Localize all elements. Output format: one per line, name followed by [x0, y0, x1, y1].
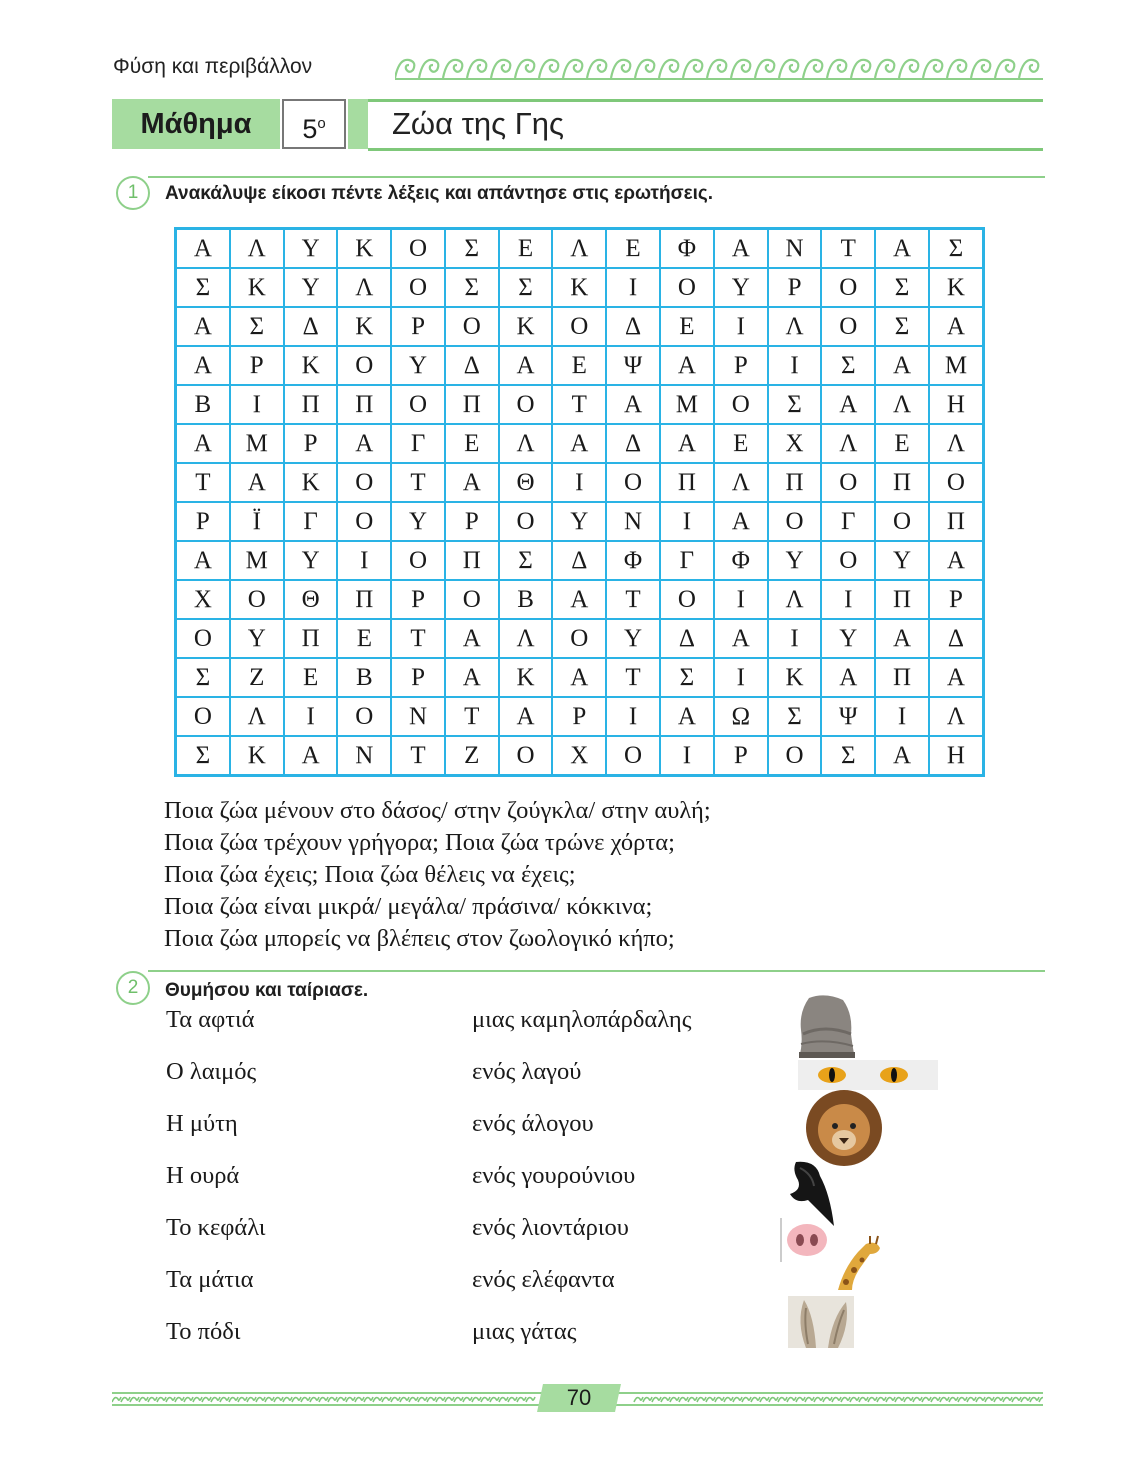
grid-cell: Ψ	[606, 346, 660, 385]
grid-cell: Ε	[337, 619, 391, 658]
grid-cell: Ν	[606, 502, 660, 541]
grid-cell: Π	[337, 385, 391, 424]
question-line: Ποια ζώα τρέχουν γρήγορα; Ποια ζώα τρώνε χόρτα;	[164, 829, 675, 856]
grid-cell: Α	[176, 541, 230, 580]
grid-cell: Ρ	[552, 697, 606, 736]
grid-cell: Τ	[391, 463, 445, 502]
grid-cell: Ρ	[230, 346, 284, 385]
grid-cell: Λ	[768, 307, 822, 346]
grid-cell: Ο	[499, 502, 553, 541]
grid-cell: Δ	[606, 307, 660, 346]
grid-cell: Β	[176, 385, 230, 424]
grid-cell: Π	[929, 502, 984, 541]
question-line: Ποια ζώα μένουν στο δάσος/ στην ζούγκλα/ στην αυλή;	[164, 797, 711, 824]
grid-row	[176, 736, 984, 776]
grid-cell: Ο	[660, 268, 714, 307]
match-right-item: ενός γουρούνιου	[472, 1162, 636, 1189]
grid-cell: Α	[176, 346, 230, 385]
grid-cell: Α	[552, 580, 606, 619]
grid-cell: Κ	[768, 658, 822, 697]
grid-cell: Ο	[821, 268, 875, 307]
grid-cell: Λ	[337, 268, 391, 307]
grid-cell: Α	[875, 229, 929, 269]
grid-cell: Γ	[284, 502, 338, 541]
grid-cell: Α	[606, 385, 660, 424]
grid-cell: Υ	[821, 619, 875, 658]
grid-cell: Ο	[929, 463, 984, 502]
grid-row	[176, 697, 984, 736]
grid-cell: Δ	[929, 619, 984, 658]
exercise-number-badge: 2	[116, 971, 150, 1005]
grid-cell: Ι	[768, 346, 822, 385]
grid-cell: Ο	[499, 385, 553, 424]
grid-cell: Τ	[445, 697, 499, 736]
grid-cell: Φ	[660, 229, 714, 269]
match-right-item: ενός λιοντάριου	[472, 1214, 629, 1241]
grid-cell: Ϊ	[230, 502, 284, 541]
grid-cell: Ο	[821, 463, 875, 502]
grid-cell: Ο	[821, 307, 875, 346]
grid-cell: Ι	[337, 541, 391, 580]
match-right-item: ενός άλογου	[472, 1110, 594, 1137]
grid-cell: Σ	[176, 268, 230, 307]
grid-cell: Α	[660, 697, 714, 736]
grid-cell: Α	[499, 346, 553, 385]
grid-cell: Ο	[337, 346, 391, 385]
match-left-item: Το πόδι	[166, 1318, 241, 1345]
grid-cell: Δ	[445, 346, 499, 385]
grid-cell: Υ	[230, 619, 284, 658]
grid-cell: Ι	[714, 580, 768, 619]
grid-cell: Ν	[337, 736, 391, 776]
grid-cell: Ο	[391, 229, 445, 269]
grid-cell: Ο	[660, 580, 714, 619]
grid-cell: Π	[875, 658, 929, 697]
grid-cell: Α	[929, 658, 984, 697]
grid-cell: Λ	[230, 697, 284, 736]
section-divider	[148, 970, 1045, 972]
match-left-item: Ο λαιμός	[166, 1058, 257, 1085]
grid-cell: Ρ	[445, 502, 499, 541]
grid-cell: Ο	[606, 736, 660, 776]
grid-cell: Γ	[821, 502, 875, 541]
grid-cell: Α	[552, 424, 606, 463]
grid-cell: Τ	[552, 385, 606, 424]
grid-cell: Π	[445, 541, 499, 580]
grid-cell: Υ	[768, 541, 822, 580]
grid-cell: Ι	[821, 580, 875, 619]
grid-cell: Λ	[821, 424, 875, 463]
question-list	[164, 795, 711, 955]
grid-row	[176, 580, 984, 619]
grid-cell: Ρ	[391, 307, 445, 346]
grid-cell: Ρ	[176, 502, 230, 541]
grid-cell: Σ	[445, 229, 499, 269]
grid-cell: Ι	[552, 463, 606, 502]
grid-cell: Λ	[552, 229, 606, 269]
subject-title: Φύση και περιβάλλον	[113, 55, 313, 78]
grid-cell: Β	[499, 580, 553, 619]
match-right-item: ενός λαγού	[472, 1058, 582, 1085]
grid-cell: Γ	[660, 541, 714, 580]
grid-cell: Η	[929, 736, 984, 776]
grid-cell: Χ	[768, 424, 822, 463]
grid-row	[176, 229, 984, 269]
grid-row	[176, 658, 984, 697]
match-left-item: Τα μάτια	[166, 1266, 254, 1293]
grid-cell: Λ	[499, 619, 553, 658]
grid-cell: Ο	[391, 385, 445, 424]
grid-cell: Ο	[176, 619, 230, 658]
grid-row	[176, 346, 984, 385]
grid-cell: Α	[821, 658, 875, 697]
question-line: Ποια ζώα έχεις; Ποια ζώα θέλεις να έχεις;	[164, 861, 576, 888]
grid-cell: Π	[875, 580, 929, 619]
grid-cell: Φ	[714, 541, 768, 580]
grid-cell: Ι	[230, 385, 284, 424]
match-left-item: Το κεφάλι	[166, 1214, 266, 1241]
grid-cell: Σ	[230, 307, 284, 346]
grid-cell: Λ	[499, 424, 553, 463]
cat-eyes-image	[798, 1060, 938, 1090]
pig-snout-image	[780, 1218, 832, 1262]
grid-cell: Α	[499, 697, 553, 736]
grid-cell: Ζ	[445, 736, 499, 776]
grid-cell: Σ	[875, 307, 929, 346]
grid-cell: Ε	[714, 424, 768, 463]
grid-cell: Β	[337, 658, 391, 697]
grid-row	[176, 268, 984, 307]
grid-cell: Τ	[606, 658, 660, 697]
grid-cell: Ο	[391, 541, 445, 580]
grid-cell: Π	[875, 463, 929, 502]
question-line: Ποια ζώα είναι μικρά/ μεγάλα/ πράσινα/ κόκκινα;	[164, 893, 653, 920]
grid-cell: Ι	[714, 307, 768, 346]
match-left-item: Τα αφτιά	[166, 1006, 255, 1033]
grid-cell: Ι	[660, 502, 714, 541]
giraffe-neck-image	[832, 1234, 884, 1290]
grid-cell: Λ	[714, 463, 768, 502]
grid-cell: Ι	[875, 697, 929, 736]
grid-cell: Κ	[337, 307, 391, 346]
grid-cell: Λ	[768, 580, 822, 619]
hare-ears-image	[788, 1296, 854, 1348]
grid-row	[176, 307, 984, 346]
grid-row	[176, 502, 984, 541]
page-number: 70	[566, 1385, 592, 1410]
grid-cell: Ρ	[284, 424, 338, 463]
grid-cell: Α	[445, 619, 499, 658]
lion-head-image	[804, 1088, 884, 1168]
grid-cell: Τ	[391, 619, 445, 658]
lesson-label: Μάθημα	[112, 99, 280, 149]
grid-cell: Λ	[929, 697, 984, 736]
match-left-item: Η μύτη	[166, 1110, 238, 1137]
grid-row	[176, 619, 984, 658]
grid-cell: Α	[714, 619, 768, 658]
grid-cell: Ι	[660, 736, 714, 776]
grid-cell: Θ	[499, 463, 553, 502]
grid-cell: Τ	[821, 229, 875, 269]
grid-cell: Σ	[821, 736, 875, 776]
exercise-number-badge: 1	[116, 176, 150, 210]
grid-cell: Α	[445, 658, 499, 697]
grid-row	[176, 541, 984, 580]
grid-cell: Δ	[284, 307, 338, 346]
grid-cell: Δ	[552, 541, 606, 580]
grid-cell: Δ	[660, 619, 714, 658]
grid-cell: Δ	[606, 424, 660, 463]
grid-cell: Π	[768, 463, 822, 502]
grid-cell: Γ	[391, 424, 445, 463]
grid-cell: Ρ	[714, 346, 768, 385]
grid-cell: Κ	[230, 268, 284, 307]
exercise-instruction: Ανακάλυψε είκοσι πέντε λέξεις και απάντησε στις ερωτήσεις.	[165, 183, 714, 204]
grid-cell: Ω	[714, 697, 768, 736]
grid-cell: Ο	[445, 307, 499, 346]
grid-cell: Ρ	[714, 736, 768, 776]
grid-cell: Α	[714, 502, 768, 541]
grid-cell: Α	[230, 463, 284, 502]
grid-cell: Κ	[552, 268, 606, 307]
lesson-stripe	[348, 99, 368, 149]
grid-cell: Π	[284, 385, 338, 424]
grid-cell: Ε	[552, 346, 606, 385]
match-right-item: ενός ελέφαντα	[472, 1266, 615, 1293]
grid-cell: Λ	[230, 229, 284, 269]
grid-cell: Π	[284, 619, 338, 658]
grid-cell: Σ	[176, 736, 230, 776]
grid-cell: Ε	[606, 229, 660, 269]
grid-cell: Ο	[768, 736, 822, 776]
grid-cell: Κ	[284, 463, 338, 502]
grid-cell: Α	[284, 736, 338, 776]
grid-cell: Ο	[230, 580, 284, 619]
grid-cell: Λ	[929, 424, 984, 463]
grid-cell: Ο	[337, 502, 391, 541]
grid-cell: Ζ	[230, 658, 284, 697]
grid-cell: Ε	[445, 424, 499, 463]
grid-cell: Ψ	[821, 697, 875, 736]
grid-cell: Ο	[552, 619, 606, 658]
grid-cell: Ρ	[391, 580, 445, 619]
grid-cell: Ρ	[768, 268, 822, 307]
grid-cell: Υ	[714, 268, 768, 307]
grid-cell: Ι	[284, 697, 338, 736]
grid-cell: Ρ	[391, 658, 445, 697]
grid-cell: Υ	[391, 502, 445, 541]
match-right-item: μιας γάτας	[472, 1318, 577, 1345]
grid-cell: Υ	[284, 268, 338, 307]
greek-wave-ornament	[395, 52, 1043, 82]
grid-cell: Σ	[660, 658, 714, 697]
grid-cell: Ο	[337, 463, 391, 502]
grid-cell: Α	[929, 307, 984, 346]
grid-cell: Α	[337, 424, 391, 463]
grid-cell: Ι	[606, 268, 660, 307]
grid-cell: Α	[176, 424, 230, 463]
grid-cell: Α	[176, 307, 230, 346]
grid-cell: Κ	[499, 307, 553, 346]
grid-cell: Υ	[391, 346, 445, 385]
grid-cell: Ι	[606, 697, 660, 736]
grid-cell: Ι	[768, 619, 822, 658]
grid-cell: Τ	[391, 736, 445, 776]
question-line: Ποια ζώα μπορείς να βλέπεις στον ζωολογικό κήπο;	[164, 925, 675, 952]
grid-cell: Ν	[391, 697, 445, 736]
grid-cell: Ο	[714, 385, 768, 424]
grid-cell: Θ	[284, 580, 338, 619]
grid-cell: Φ	[606, 541, 660, 580]
grid-cell: Ο	[499, 736, 553, 776]
grid-cell: Σ	[176, 658, 230, 697]
grid-cell: Π	[337, 580, 391, 619]
grid-cell: Ι	[714, 658, 768, 697]
grid-cell: Α	[875, 619, 929, 658]
grid-cell: Ε	[284, 658, 338, 697]
grid-cell: Ρ	[929, 580, 984, 619]
grid-row	[176, 424, 984, 463]
grid-cell: Κ	[337, 229, 391, 269]
grid-cell: Ο	[445, 580, 499, 619]
grid-cell: Σ	[875, 268, 929, 307]
grid-cell: Υ	[552, 502, 606, 541]
grid-cell: Λ	[875, 385, 929, 424]
grid-cell: Α	[929, 541, 984, 580]
grid-cell: Ο	[391, 268, 445, 307]
grid-cell: Ν	[768, 229, 822, 269]
grid-cell: Ο	[176, 697, 230, 736]
grid-cell: Κ	[284, 346, 338, 385]
grid-cell: Υ	[606, 619, 660, 658]
grid-cell: Τ	[606, 580, 660, 619]
grid-cell: Υ	[284, 229, 338, 269]
grid-cell: Π	[660, 463, 714, 502]
grid-cell: Ο	[606, 463, 660, 502]
lesson-header	[112, 99, 1043, 149]
grid-cell: Ε	[875, 424, 929, 463]
grid-cell: Ο	[337, 697, 391, 736]
grid-cell: Μ	[929, 346, 984, 385]
grid-cell: Κ	[499, 658, 553, 697]
grid-cell: Α	[660, 346, 714, 385]
grid-cell: Μ	[230, 424, 284, 463]
grid-cell: Μ	[230, 541, 284, 580]
grid-cell: Α	[552, 658, 606, 697]
grid-cell: Σ	[445, 268, 499, 307]
grid-cell: Κ	[230, 736, 284, 776]
grid-cell: Ο	[552, 307, 606, 346]
grid-cell: Α	[821, 385, 875, 424]
grid-cell: Α	[176, 229, 230, 269]
grid-cell: Α	[875, 736, 929, 776]
grid-cell: Χ	[176, 580, 230, 619]
match-left-item: Η ουρά	[166, 1162, 240, 1189]
grid-cell: Σ	[821, 346, 875, 385]
exercise-instruction: Θυμήσου και ταίριασε.	[165, 980, 369, 1001]
grid-cell: Α	[714, 229, 768, 269]
grid-cell: Α	[660, 424, 714, 463]
lesson-title-box	[368, 99, 1043, 151]
grid-cell: Ε	[499, 229, 553, 269]
lesson-number: $5^o$	[282, 99, 346, 149]
grid-cell: Κ	[929, 268, 984, 307]
grid-cell: Υ	[875, 541, 929, 580]
grid-cell: Η	[929, 385, 984, 424]
grid-cell: Τ	[176, 463, 230, 502]
grid-cell: Ο	[821, 541, 875, 580]
grid-cell: Α	[445, 463, 499, 502]
grid-cell: Σ	[768, 385, 822, 424]
grid-cell: Σ	[768, 697, 822, 736]
section-divider	[148, 176, 1045, 178]
elephant-foot-image	[795, 994, 857, 1060]
grid-cell: Μ	[660, 385, 714, 424]
grid-cell: Σ	[929, 229, 984, 269]
grid-row	[176, 385, 984, 424]
grid-cell: Ο	[875, 502, 929, 541]
grid-cell: Χ	[552, 736, 606, 776]
match-right-item: μιας καμηλοπάρδαλης	[472, 1006, 692, 1033]
grid-cell: Υ	[284, 541, 338, 580]
grid-cell: Ο	[768, 502, 822, 541]
grid-cell: Α	[875, 346, 929, 385]
grid-cell: Π	[445, 385, 499, 424]
grid-cell: Σ	[499, 541, 553, 580]
word-search-grid	[174, 227, 985, 777]
lesson-title: Ζώα της Γης	[392, 106, 564, 141]
grid-row	[176, 463, 984, 502]
grid-cell: Σ	[499, 268, 553, 307]
grid-cell: Ε	[660, 307, 714, 346]
